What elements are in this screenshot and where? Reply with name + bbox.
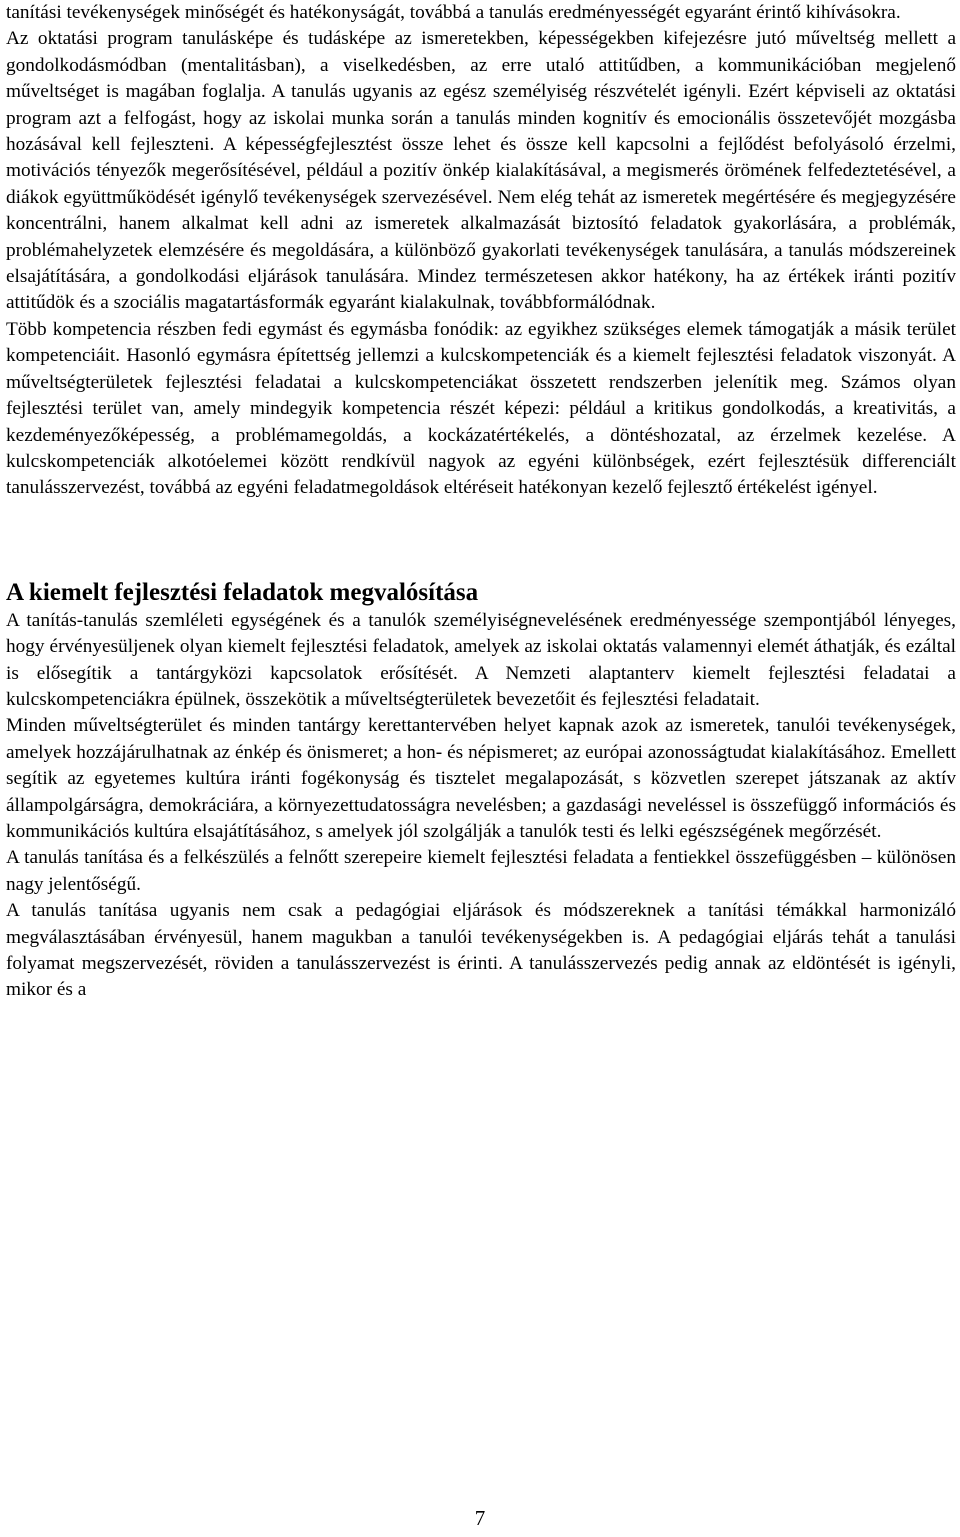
paragraph-continuation: tanítási tevékenységek minőségét és hatékonyságát, továbbá a tanulás eredményességét egyaránt érintő kihívásokra. — [6, 2, 901, 23]
paragraph-learning-concept: Az oktatási program tanulásképe és tudásképe az ismeretekben, képességekben kifejezésre jutó műveltség mellett a gondolkodásmódban (mentalitásban), a viselkedésben, az erre utaló attitűdben, a kommunikációban megjelenő műveltséget is magában foglalja. A tanulás ugyanis az egész személyiség részvételét igényli. Ezért képviseli az oktatási program azt a felfogást, hogy az iskolai munka során a tanulás minden kognitív és emocionális összetevőjét mozgásba hozásával kell fejleszteni. A képességfejlesztést össze lehet és össze kell kapcsolni a fejlődést befolyásoló érzelmi, motivációs tényezők megerősítésével, például a pozitív önkép kialakításával, a megismerés örömének felfedeztetésével, a diákok együttműködését igénylő tevékenységek szervezésével. Nem elég tehát az ismeretek megértésére és megjegyzésére koncentrálni, hanem alkalmat kell adni az ismeretek alkalmazását biztosító feladatok gyakorlására, a problémák, problémahelyzetek elemzésére és megoldására, a különböző gyakorlati tevékenységek tanulására, a tanulás módszereinek elsajátítására, a gondolkodási eljárások tanulására. Mindez természetesen akkor hatékony, ha az értékek iránti pozitív attitűdök és a szociális magatartásformák egyaránt kialakulnak, továbbformálódnak. — [6, 28, 956, 314]
paragraph-curriculum-areas: Minden műveltségterület és minden tantárgy kerettantervében helyet kapnak azok az ismeretek, tanulói tevékenységek, amelyek hozzájárulhatnak az énkép és önismeret; a hon- és népismeret; az európai azonosságtudat kialakításához. Emellett segítik az egyetemes kultúra iránti fogékonyság és tisztelet megalapozását, s közvetlen szerepet játszanak az aktív állampolgárságra, demokráciára, a környezettudatosságra nevelésben; a gazdasági neveléssel is összefüggő információs és kommunikációs kultúra elsajátításához, s amelyek jól szolgálják a tanulók testi és lelki egészségének megőrzését. — [6, 715, 956, 842]
section-heading: A kiemelt fejlesztési feladatok megvalósítása — [6, 578, 479, 606]
paragraph-competencies: Több kompetencia részben fedi egymást és egymásba fonódik: az egyikhez szükséges elemek támogatják a másik terület kompetenciáit. Hasonló egymásra építettség jellemzi a kulcskompetenciák és a kiemelt fejlesztési feladatok viszonyát. A műveltségterületek fejlesztési feladatai a kulcskompetenciákat összetett rendszerben jelenítik meg. Számos olyan fejlesztési terület van, amely mindegyik kompetencia részét képezi: például a kritikus gondolkodás, a kreativitás, a kezdeményezőképesség, a problémamegoldás, a kockázatértékelés, a döntéshozatal, az érzelmek kezelése. A kulcskompetenciák alkotóelemei között rendkívül nagyok az egyéni különbségek, ezért fejlesztésük differenciált tanulásszervezést, továbbá az egyéni feladatmegoldások eltéréseit hatékonyan kezelő fejlesztő értékelést igényel. — [6, 318, 956, 499]
document-page — [6, 0, 956, 1004]
paragraph-teaching-unity: A tanítás-tanulás szemléleti egységének és a tanulók személyiségnevelésének eredményessége szempontjából lényeges, hogy érvényesüljenek olyan kiemelt fejlesztési feladatok, amelyek az iskolai oktatás valamennyi elemét áthatják, és ezáltal is elősegítik a tantárgyközi kapcsolatok erősítését. A Nemzeti alaptanterv kiemelt fejlesztési feladatai a kulcskompetenciákra épülnek, összekötik a műveltségterületek bevezetőit és fejlesztési feladatait. — [6, 609, 956, 710]
page-number: 7 — [474, 1506, 486, 1530]
paragraph-learning-organization: A tanulás tanítása ugyanis nem csak a pedagógiai eljárások és módszereknek a tanítási témákkal harmonizáló megválasztásában érvényesül, hanem magukban a tanulói tevékenységekben is. A pedagógiai eljárás tehát a tanulási folyamat megszervezését, röviden a tanulásszervezést is érinti. A tanulásszervezés pedig annak az eldöntését is igényli, mikor és a — [6, 900, 956, 1001]
paragraph-learning-to-learn: A tanulás tanítása és a felkészülés a felnőtt szerepeire kiemelt fejlesztési feladata a fentiekkel összefüggésben – különösen nagy jelentőségű. — [6, 847, 956, 895]
